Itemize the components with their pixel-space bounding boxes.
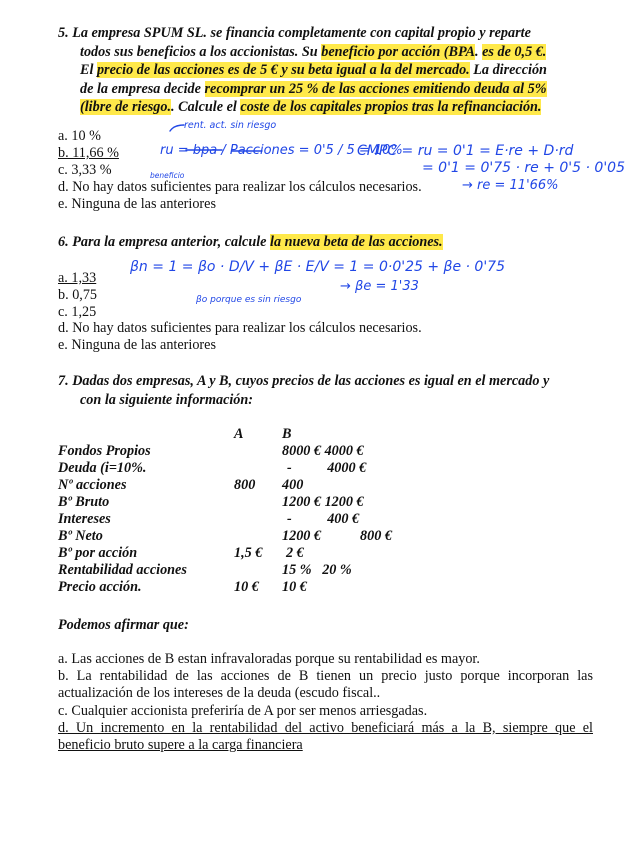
hand-note-sin-riesgo: βo porque es sin riesgo: [196, 295, 302, 305]
table-row-b: 1200 € 1200 €: [282, 494, 364, 510]
q5-option-e[interactable]: e. Ninguna de las anteriores: [58, 196, 216, 212]
q7-option-d[interactable]: d. Un incremento en la rentabilidad del activo beneficiará más a la B, siempre que el beneficio bruto supere a la carga financiera: [58, 720, 593, 754]
highlight-recompra: recomprar un 25 % de las acciones emitiendo deuda al 5%: [204, 80, 547, 97]
hand-note-ru: ru = bpa / Pacciones = 0'5 / 5 = 10%: [160, 143, 403, 158]
table-row-label: Intereses: [58, 511, 111, 527]
table-row-b: - 4000 €: [287, 460, 367, 476]
hand-note-rent: rent. act. sin riesgo: [184, 120, 277, 131]
affirm-heading: Podemos afirmar que:: [58, 617, 189, 633]
table-row-b: 15 % 20 %: [282, 562, 352, 578]
table-row-a: 10 €: [234, 579, 259, 595]
hand-note-beneficio: beneficio: [150, 171, 185, 180]
q5-option-c[interactable]: c. 3,33 %: [58, 162, 112, 178]
highlight-libre-riesgo: (libre de riesgo.: [80, 99, 172, 115]
hand-note-re-result: → re = 11'66%: [462, 178, 559, 193]
table-row-a: 800: [234, 477, 256, 493]
highlight-bpa-value: es de 0,5 €.: [482, 43, 547, 60]
q7-line-2: con la siguiente información:: [80, 391, 254, 408]
table-row-label: Bº Neto: [58, 528, 103, 544]
table-row-label: Deuda (i=10%.: [58, 460, 147, 476]
q6-option-a[interactable]: a. 1,33: [58, 270, 97, 286]
q5-option-d[interactable]: d. No hay datos suficientes para realizar los cálculos necesarios.: [58, 179, 422, 195]
q5-option-b[interactable]: b. 11,66 %: [58, 145, 119, 161]
q5-option-a[interactable]: a. 10 %: [58, 128, 101, 144]
table-row-label: Rentabilidad acciones: [58, 562, 187, 578]
table-row-b: 400: [282, 477, 304, 493]
table-row-label: Nº acciones: [58, 477, 127, 493]
table-header-b: B: [282, 426, 292, 442]
table-row-b: - 400 €: [287, 511, 360, 527]
q7-line-1: 7. Dadas dos empresas, A y B, cuyos precios de las acciones es igual en el mercado y: [58, 373, 550, 389]
q5-line-1: 5. La empresa SPUM SL. se financia completamente con capital propio y reparte: [58, 25, 531, 41]
hand-note-beta: βn = 1 = βo · D/V + βE · E/V = 1 = 0·0'25 + βe · 0'75: [130, 259, 505, 275]
table-row-label: Bº Bruto: [58, 494, 110, 510]
q5-line-5: (libre de riesgo.. Calcule el coste de los capitales propios tras la refinanciación.: [80, 99, 542, 115]
hand-note-cmpc: CMPC = ru = 0'1 = E·re + D·rd: [357, 143, 574, 159]
table-row-label: Bº por acción: [58, 545, 138, 561]
highlight-nueva-beta: la nueva beta de las acciones.: [270, 234, 443, 250]
q6-option-b[interactable]: b. 0,75: [58, 287, 98, 303]
table-row-label: Precio acción.: [58, 579, 142, 595]
table-header-a: A: [234, 426, 244, 442]
q6-option-c[interactable]: c. 1,25: [58, 304, 97, 320]
q6-option-d[interactable]: d. No hay datos suficientes para realizar los cálculos necesarios.: [58, 320, 422, 336]
highlight-price: precio de las acciones es de 5 € y su beta igual a la del mercado.: [96, 62, 470, 78]
table-row-b: 8000 € 4000 €: [282, 443, 364, 459]
table-row-b: 1200 € 800 €: [282, 528, 392, 544]
q5-line-2: todos sus beneficios a los accionistas. Su beneficio por acción (BPA. es de 0,5 €.: [80, 43, 547, 60]
q7-option-a[interactable]: a. Las acciones de B estan infravaloradas porque su rentabilidad es mayor.: [58, 651, 480, 667]
q6-line: 6. Para la empresa anterior, calcule: [58, 234, 271, 250]
highlight-coste: coste de los capitales propios tras la refinanciación.: [240, 99, 542, 115]
highlight-bpa: beneficio por acción (BPA: [321, 43, 476, 60]
q7-option-b[interactable]: b. La rentabilidad de las acciones de B tienen un precio justo porque incorporan las actualización de los intereses de la deuda (escudo fiscal..: [58, 668, 593, 702]
q5-line-3: El precio de las acciones es de 5 € y su beta igual a la del mercado. La dirección: [80, 62, 547, 78]
hand-note-beta-result: → βe = 1'33: [340, 279, 419, 294]
table-row-b: 10 €: [282, 579, 307, 595]
q5-line-4: de la empresa decide recomprar un 25 % de las acciones emitiendo deuda al 5%: [80, 80, 547, 97]
hand-note-re-eq: = 0'1 = 0'75 · re + 0'5 · 0'05: [422, 160, 625, 176]
q6-option-e[interactable]: e. Ninguna de las anteriores: [58, 337, 216, 353]
table-row-label: Fondos Propios: [58, 443, 151, 459]
table-row-b: 2 €: [286, 545, 304, 561]
table-row-a: 1,5 €: [234, 545, 263, 561]
q7-option-c[interactable]: c. Cualquier accionista preferiría de A por ser menos arriesgadas.: [58, 703, 428, 719]
